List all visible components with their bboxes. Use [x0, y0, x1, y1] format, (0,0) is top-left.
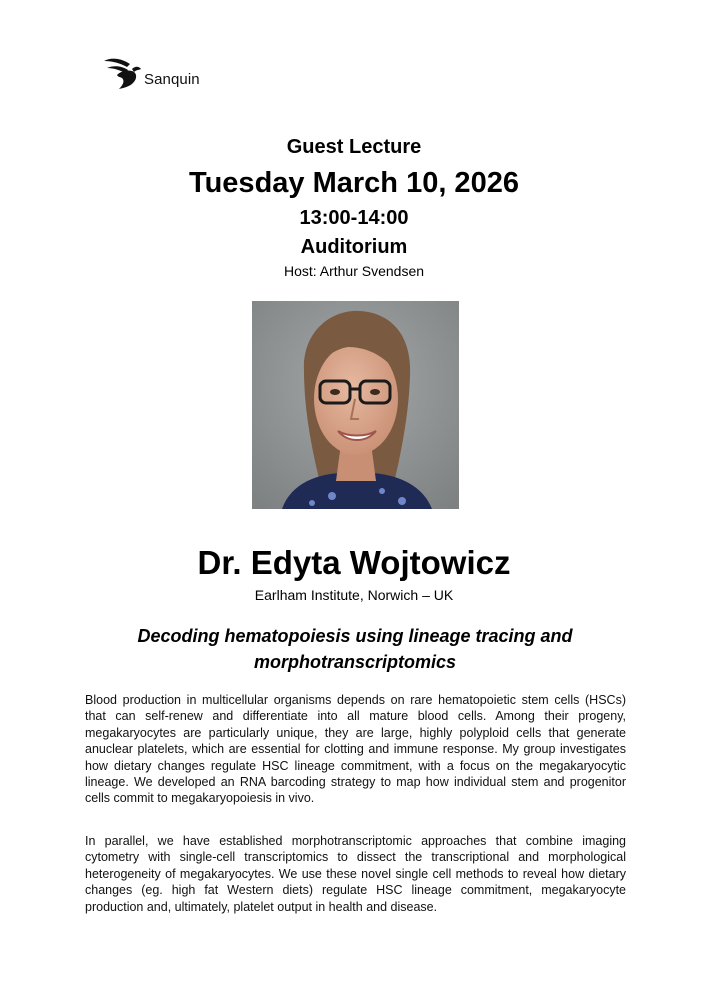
talk-title: Decoding hematopoiesis using lineage tracing and morphotranscriptomics [137, 626, 573, 672]
pelican-logo-icon [103, 55, 143, 95]
event-host: Host: Arthur Svendsen [283, 263, 425, 279]
brand-name: Sanquin [144, 71, 200, 88]
event-venue: Auditorium [300, 236, 408, 258]
sanquin-logo [103, 55, 243, 95]
event-type: Guest Lecture [286, 136, 422, 158]
speaker-affiliation: Earlham Institute, Norwich – UK [254, 587, 454, 603]
event-date: Tuesday March 10, 2026 [189, 167, 519, 199]
abstract-paragraph-2: In parallel, we have established morphotranscriptomic approaches that combine imaging cytometry with single-cell transcriptomics to dissect the transcriptional and morphological heterogeneity of megakaryocytes. We use these novel single cell methods to reveal how dietary changes (eg. high fat Western diets) regulate HSC lineage commitment, megakaryocyte production and, ultimately, platelet output in health and disease. [85, 834, 626, 914]
abstract-paragraph-1: Blood production in multicellular organisms depends on rare hematopoietic stem cells (HSCs) that can self-renew and differentiate into all mature blood cells. Among their progeny, megakaryocytes are particularly unique, they are large, highly polyploid cells that generate anuclear platelets, which are essential for clotting and immune response. My group investigates how dietary changes regulate HSC lineage commitment, with a focus on the megakaryocytic lineage. We developed an RNA barcoding strategy to map how individual stem and progenitor cells commit to megakaryopoiesis in vivo. [85, 693, 626, 806]
speaker-name: Dr. Edyta Wojtowicz [197, 544, 511, 581]
speaker-photo [252, 301, 459, 509]
speaker-portrait-illustration [252, 301, 459, 509]
event-time: 13:00-14:00 [299, 207, 409, 229]
